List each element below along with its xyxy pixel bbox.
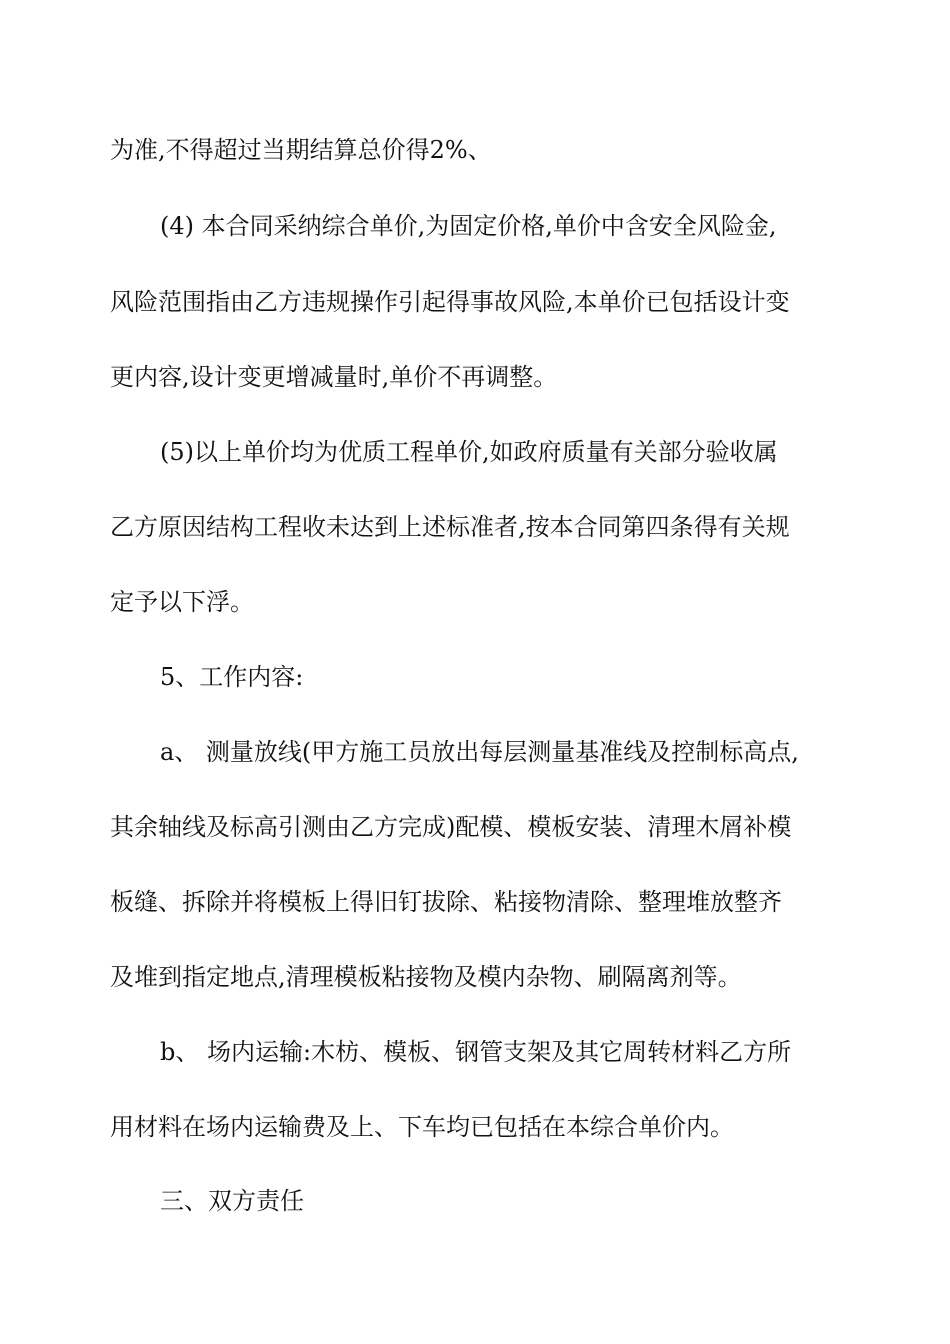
text-line-4: 更内容,设计变更增减量时,单价不再调整。 (110, 363, 558, 391)
section-heading-work-content: 5、工作内容: (160, 663, 304, 691)
text-line-13: b、 场内运输:木枋、模板、钢管支架及其它周转材料乙方所 (160, 1038, 792, 1066)
text-line-1: 为准,不得超过当期结算总价得2%、 (110, 136, 492, 164)
text-line-10: 其余轴线及标高引测由乙方完成)配模、模板安装、清理木屑补模 (110, 813, 792, 841)
text-line-9: a、 测量放线(甲方施工员放出每层测量基准线及控制标高点, (160, 738, 799, 766)
text-line-7: 定予以下浮。 (110, 588, 254, 616)
text-line-2: (4) 本合同采纳综合单价,为固定价格,单价中含安全风险金, (160, 212, 777, 240)
section-heading-responsibilities: 三、双方责任 (160, 1187, 304, 1215)
text-line-11: 板缝、拆除并将模板上得旧钉拔除、粘接物清除、整理堆放整齐 (110, 888, 782, 916)
text-line-5: (5)以上单价均为优质工程单价,如政府质量有关部分验收属 (160, 438, 778, 466)
text-line-6: 乙方原因结构工程收未达到上述标准者,按本合同第四条得有关规 (110, 513, 790, 541)
text-line-3: 风险范围指由乙方违规操作引起得事故风险,本单价已包括设计变 (110, 288, 790, 316)
text-line-14: 用材料在场内运输费及上、下车均已包括在本综合单价内。 (110, 1113, 734, 1141)
text-line-12: 及堆到指定地点,清理模板粘接物及模内杂物、刷隔离剂等。 (110, 963, 742, 991)
